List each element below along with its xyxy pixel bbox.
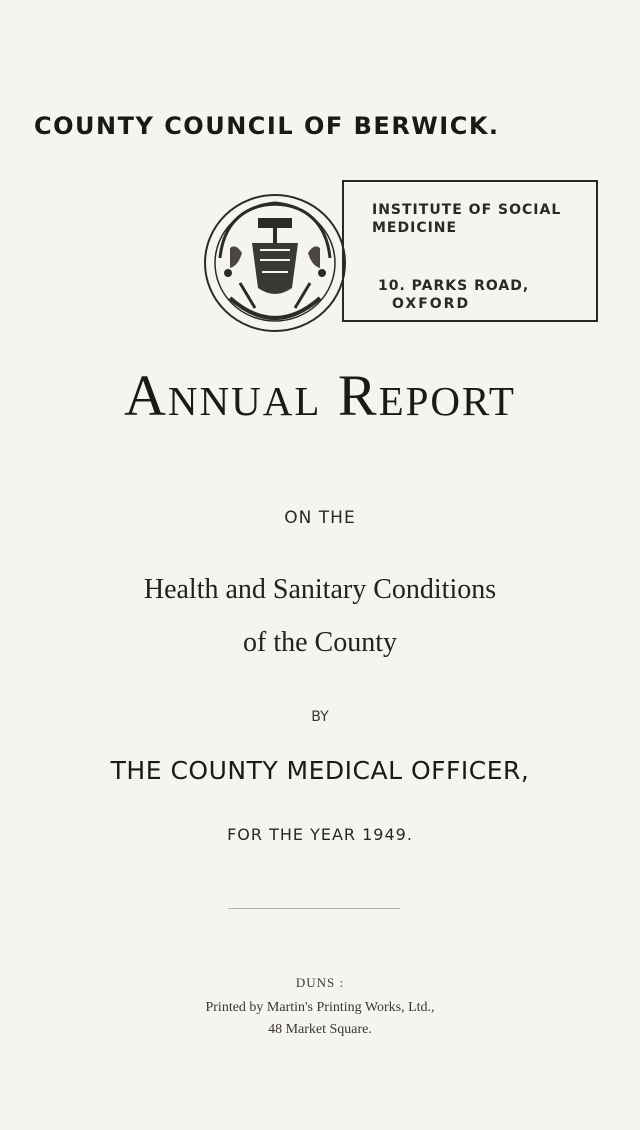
report-title: Annual Report [124,363,516,428]
divider [228,908,400,909]
stamp-line-2: MEDICINE [372,220,458,236]
imprint-address: 48 Market Square. [268,1022,372,1037]
imprint-printer: Printed by Martin's Printing Works, Ltd., [205,1000,435,1015]
imprint-place: DUNS : [295,975,345,990]
council-heading: COUNTY COUNCIL OF BERWICK. [34,112,500,140]
stamp-line-1: INSTITUTE OF SOCIAL [372,202,562,218]
by-label: BY [311,709,329,725]
library-stamp [342,180,598,322]
year-line: FOR THE YEAR 1949. [227,825,413,844]
author-line: THE COUNTY MEDICAL OFFICER, [110,756,530,785]
subtitle-line-2: of the County [243,627,397,658]
subtitle-line-1: Health and Sanitary Conditions [143,574,497,605]
on-the-label: ON THE [284,508,356,528]
county-crest-icon [200,188,350,338]
stamp-line-3: 10. PARKS ROAD, [378,278,530,294]
stamp-line-4: OXFORD [392,296,471,312]
